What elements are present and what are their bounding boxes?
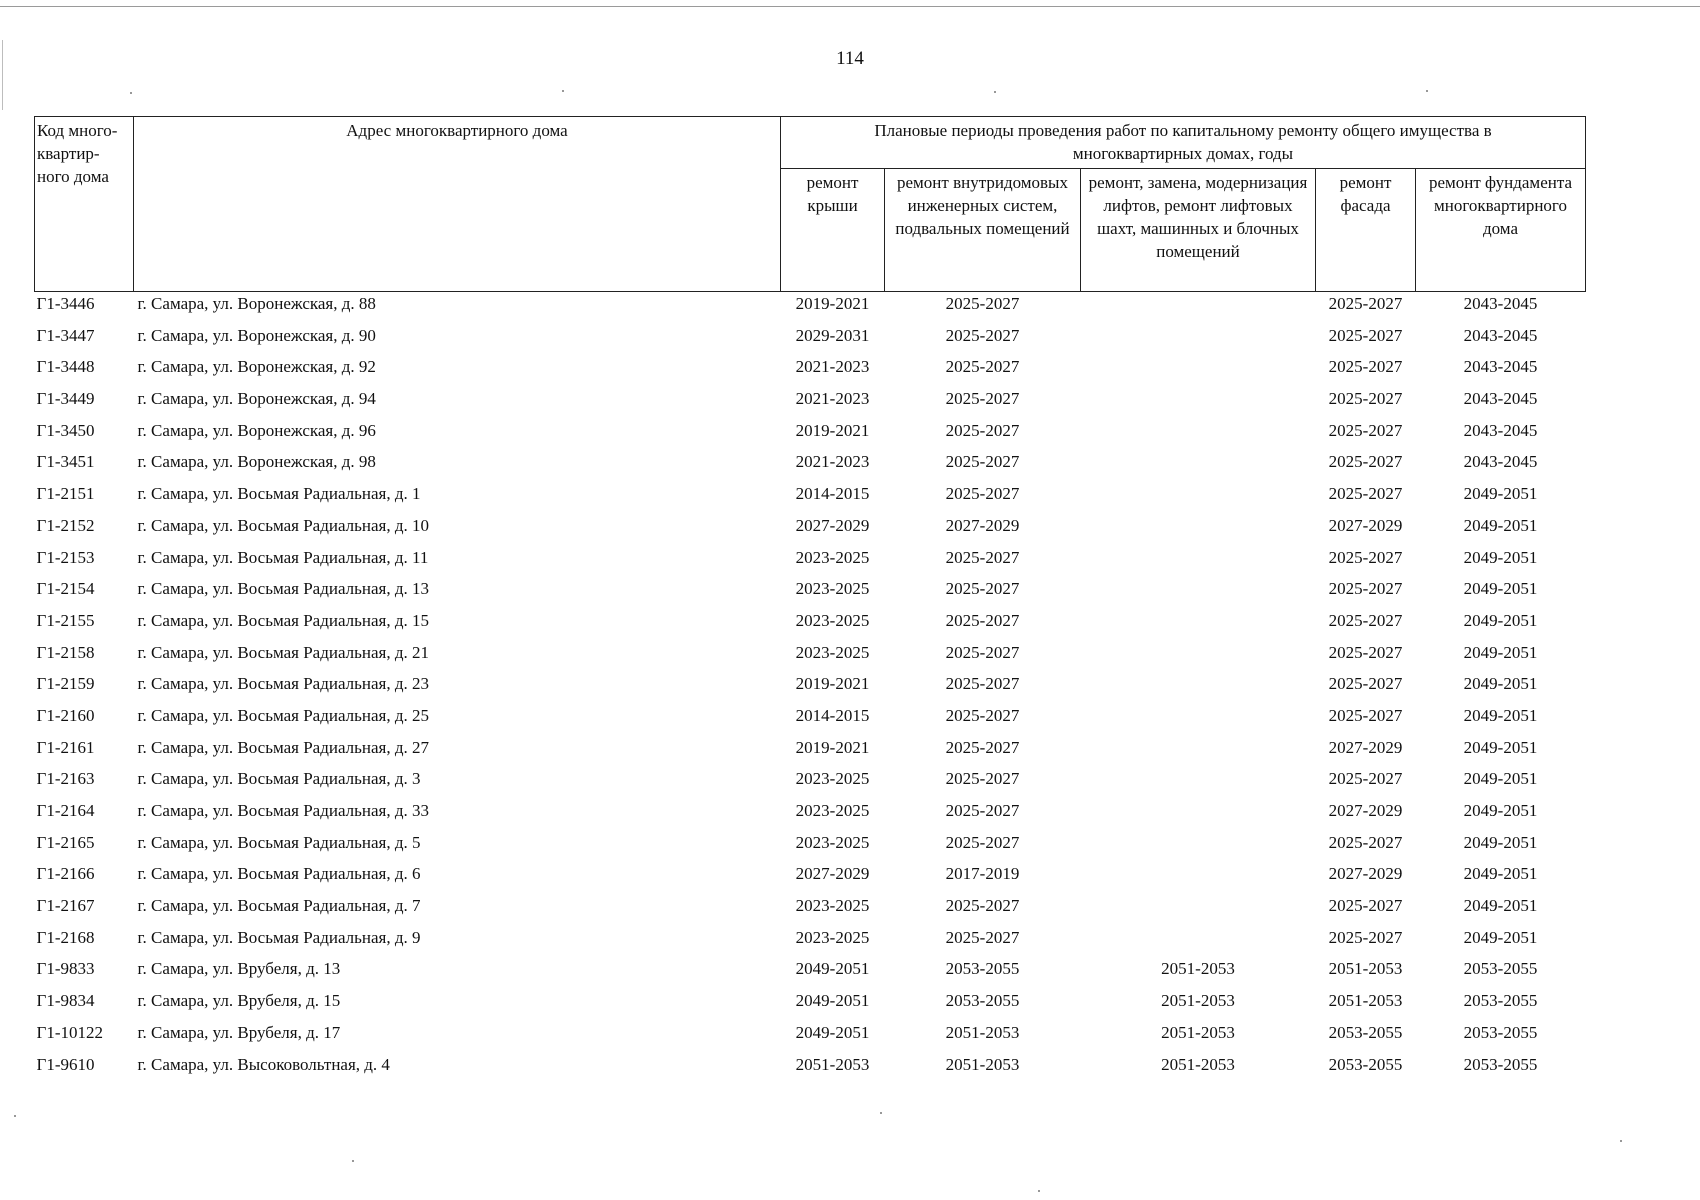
cell-address: г. Самара, ул. Воронежская, д. 88 [137,294,376,313]
cell-foundation: 2043-2045 [1463,420,1538,440]
table-row [35,989,1586,1021]
cell-roof: 2014-2015 [795,705,870,725]
cell-elevators [1081,419,1316,451]
cell-address: г. Самара, ул. Восьмая Радиальная, д. 23 [137,674,430,694]
cell-elevators [1081,736,1316,768]
header-periods-group: Плановые периоды проведения работ по капитальному ремонту общего имущества в многоквартирных домах, годы [781,117,1586,169]
cell-facade: 2053-2055 [1328,1022,1403,1042]
cell-facade: 2027-2029 [1328,801,1403,820]
cell-foundation: 2049-2051 [1463,864,1538,884]
cell-facade: 2025-2027 [1328,294,1403,313]
scan-speck [1426,90,1428,92]
cell-engineering: 2025-2027 [945,420,1020,440]
cell-roof: 2023-2025 [795,642,870,662]
table-row [35,514,1586,546]
cell-foundation: 2043-2045 [1463,452,1538,472]
cell-roof: 2049-2051 [795,1022,870,1042]
cell-elevators [1081,514,1316,546]
cell-engineering: 2025-2027 [945,547,1020,567]
cell-engineering: 2025-2027 [945,737,1020,757]
cell-address: г. Самара, ул. Врубеля, д. 17 [137,1022,341,1042]
cell-code: Г1-2155 [36,610,95,630]
table-row [35,1053,1586,1085]
table-row [35,767,1586,799]
cell-engineering: 2025-2027 [945,769,1020,789]
table-row [35,672,1586,704]
cell-address: г. Самара, ул. Высоковольтная, д. 4 [137,1054,390,1074]
cell-facade: 2025-2027 [1328,420,1403,440]
cell-address: г. Самара, ул. Восьмая Радиальная, д. 6 [137,864,421,884]
cell-code: Г1-9833 [36,959,95,979]
cell-foundation: 2053-2055 [1463,1054,1538,1074]
cell-foundation: 2049-2051 [1463,484,1538,504]
table-row [35,355,1586,387]
scan-speck [1038,1190,1040,1192]
cell-foundation: 2043-2045 [1463,357,1538,377]
cell-roof: 2027-2029 [795,515,870,535]
table-row [35,736,1586,768]
cell-roof: 2014-2015 [795,484,870,504]
cell-roof: 2021-2023 [795,452,870,472]
cell-elevators [1081,704,1316,736]
cell-engineering: 2025-2027 [945,294,1020,313]
cell-code: Г1-2163 [36,769,95,789]
cell-engineering: 2025-2027 [945,801,1020,820]
cell-engineering: 2017-2019 [945,864,1020,884]
cell-foundation: 2049-2051 [1463,515,1538,535]
cell-facade: 2025-2027 [1328,357,1403,377]
cell-code: Г1-3451 [36,452,95,472]
cell-roof: 2027-2029 [795,864,870,884]
table-row [35,926,1586,958]
cell-facade: 2025-2027 [1328,896,1403,916]
cell-elevators [1081,546,1316,578]
cell-engineering: 2053-2055 [945,959,1020,979]
table-row [35,894,1586,926]
cell-foundation: 2043-2045 [1463,325,1538,345]
cell-elevators [1081,799,1316,831]
cell-roof: 2023-2025 [795,769,870,789]
cell-address: г. Самара, ул. Восьмая Радиальная, д. 33 [137,801,430,820]
table-row [35,704,1586,736]
cell-address: г. Самара, ул. Восьмая Радиальная, д. 11 [137,547,429,567]
table-row [35,419,1586,451]
cell-code: Г1-2167 [36,896,95,916]
table-row [35,324,1586,356]
cell-facade: 2025-2027 [1328,705,1403,725]
table-body [35,292,1586,1085]
cell-engineering: 2025-2027 [945,705,1020,725]
table-row [35,831,1586,863]
cell-code: Г1-2164 [36,801,95,820]
cell-elevators [1081,324,1316,356]
cell-engineering: 2025-2027 [945,452,1020,472]
table-row [35,577,1586,609]
table-row [35,546,1586,578]
cell-foundation: 2049-2051 [1463,832,1538,852]
cell-engineering: 2025-2027 [945,927,1020,947]
cell-code: Г1-2161 [36,737,95,757]
cell-roof: 2023-2025 [795,547,870,567]
cell-code: Г1-2165 [36,832,95,852]
cell-engineering: 2025-2027 [945,325,1020,345]
cell-elevators [1081,387,1316,419]
cell-facade: 2053-2055 [1328,1054,1403,1074]
cell-address: г. Самара, ул. Врубеля, д. 13 [137,959,341,979]
cell-elevators [1081,926,1316,958]
cell-elevators [1081,641,1316,673]
header-code: Код много-квартир-ного дома [35,117,134,292]
cell-code: Г1-2154 [36,579,95,599]
cell-facade: 2025-2027 [1328,325,1403,345]
cell-engineering: 2025-2027 [945,610,1020,630]
cell-code: Г1-10122 [36,1022,103,1042]
cell-roof: 2051-2053 [795,1054,870,1074]
cell-facade: 2025-2027 [1328,547,1403,567]
repair-schedule-table [34,116,1586,1084]
cell-foundation: 2049-2051 [1463,801,1538,820]
cell-address: г. Самара, ул. Восьмая Радиальная, д. 10 [137,515,430,535]
cell-engineering: 2051-2053 [945,1022,1020,1042]
cell-address: г. Самара, ул. Восьмая Радиальная, д. 1 [137,484,421,504]
scan-speck [352,1160,354,1162]
cell-engineering: 2027-2029 [945,515,1020,535]
header-foundation: ремонт фундамента многоквартирного дома [1416,169,1586,292]
cell-code: Г1-3450 [36,420,95,440]
scan-speck [994,91,996,93]
table-row [35,292,1586,324]
cell-engineering: 2053-2055 [945,991,1020,1011]
cell-foundation: 2049-2051 [1463,547,1538,567]
cell-facade: 2051-2053 [1328,959,1403,979]
cell-address: г. Самара, ул. Восьмая Радиальная, д. 5 [137,832,421,852]
cell-code: Г1-3447 [36,325,95,345]
cell-code: Г1-2166 [36,864,95,884]
cell-engineering: 2025-2027 [945,579,1020,599]
cell-foundation: 2049-2051 [1463,737,1538,757]
cell-code: Г1-9610 [36,1054,95,1074]
cell-engineering: 2025-2027 [945,642,1020,662]
cell-foundation: 2049-2051 [1463,896,1538,916]
cell-engineering: 2025-2027 [945,674,1020,694]
cell-elevators [1081,672,1316,704]
cell-roof: 2019-2021 [795,294,870,313]
cell-roof: 2023-2025 [795,801,870,820]
cell-engineering: 2025-2027 [945,389,1020,409]
cell-roof: 2019-2021 [795,674,870,694]
cell-code: Г1-2159 [36,674,95,694]
cell-engineering: 2051-2053 [945,1054,1020,1074]
cell-address: г. Самара, ул. Восьмая Радиальная, д. 7 [137,896,421,916]
cell-foundation: 2053-2055 [1463,959,1538,979]
cell-code: Г1-2152 [36,515,95,535]
cell-code: Г1-9834 [36,991,95,1011]
cell-address: г. Самара, ул. Восьмая Радиальная, д. 21 [137,642,430,662]
table-row [35,387,1586,419]
table-row [35,957,1586,989]
cell-elevators [1081,609,1316,641]
cell-foundation: 2049-2051 [1463,705,1538,725]
cell-foundation: 2049-2051 [1463,642,1538,662]
scan-speck [14,1115,16,1117]
cell-facade: 2027-2029 [1328,515,1403,535]
cell-facade: 2025-2027 [1328,674,1403,694]
cell-facade: 2025-2027 [1328,769,1403,789]
scan-speck [562,90,564,92]
cell-code: Г1-3446 [36,294,95,313]
cell-roof: 2023-2025 [795,927,870,947]
cell-facade: 2025-2027 [1328,927,1403,947]
cell-foundation: 2043-2045 [1463,389,1538,409]
cell-elevators: 2051-2053 [1161,959,1235,979]
cell-roof: 2049-2051 [795,959,870,979]
cell-foundation: 2049-2051 [1463,579,1538,599]
header-address: Адрес многоквартирного дома [134,117,781,292]
cell-foundation: 2049-2051 [1463,927,1538,947]
cell-elevators [1081,894,1316,926]
table-row [35,609,1586,641]
cell-elevators [1081,862,1316,894]
cell-address: г. Самара, ул. Восьмая Радиальная, д. 13 [137,579,430,599]
cell-code: Г1-2151 [36,484,95,504]
cell-roof: 2029-2031 [795,325,870,345]
cell-engineering: 2025-2027 [945,896,1020,916]
cell-address: г. Самара, ул. Восьмая Радиальная, д. 3 [137,769,421,789]
cell-roof: 2019-2021 [795,737,870,757]
cell-address: г. Самара, ул. Воронежская, д. 92 [137,357,376,377]
cell-elevators [1081,482,1316,514]
cell-foundation: 2049-2051 [1463,674,1538,694]
cell-address: г. Самара, ул. Восьмая Радиальная, д. 9 [137,927,421,947]
cell-elevators: 2051-2053 [1161,1054,1235,1074]
cell-roof: 2023-2025 [795,896,870,916]
cell-elevators [1081,831,1316,863]
cell-address: г. Самара, ул. Воронежская, д. 94 [137,389,376,409]
scan-speck [130,92,132,94]
cell-address: г. Самара, ул. Воронежская, д. 96 [137,420,376,440]
cell-foundation: 2053-2055 [1463,1022,1538,1042]
cell-code: Г1-2160 [36,705,95,725]
cell-elevators: 2051-2053 [1161,1022,1235,1042]
table-row [35,482,1586,514]
table-row [35,1021,1586,1053]
cell-facade: 2051-2053 [1328,991,1403,1011]
cell-address: г. Самара, ул. Воронежская, д. 98 [137,452,376,472]
cell-code: Г1-3449 [36,389,95,409]
cell-facade: 2025-2027 [1328,642,1403,662]
cell-facade: 2025-2027 [1328,484,1403,504]
cell-address: г. Самара, ул. Восьмая Радиальная, д. 25 [137,705,430,725]
cell-code: Г1-3448 [36,357,95,377]
cell-facade: 2025-2027 [1328,610,1403,630]
header-engineering: ремонт внутридомовых инженерных систем, подвальных помещений [885,169,1081,292]
header-facade: ремонт фасада [1316,169,1416,292]
cell-address: г. Самара, ул. Восьмая Радиальная, д. 27 [137,737,430,757]
cell-elevators [1081,767,1316,799]
cell-address: г. Самара, ул. Воронежская, д. 90 [137,325,376,345]
cell-facade: 2025-2027 [1328,832,1403,852]
cell-facade: 2027-2029 [1328,864,1403,884]
cell-elevators [1081,450,1316,482]
cell-address: г. Самара, ул. Восьмая Радиальная, д. 15 [137,610,430,630]
cell-roof: 2019-2021 [795,420,870,440]
cell-engineering: 2025-2027 [945,832,1020,852]
cell-facade: 2025-2027 [1328,389,1403,409]
cell-code: Г1-2168 [36,927,95,947]
cell-facade: 2025-2027 [1328,452,1403,472]
cell-roof: 2021-2023 [795,389,870,409]
table-row [35,799,1586,831]
cell-elevators: 2051-2053 [1161,991,1235,1011]
cell-foundation: 2049-2051 [1463,610,1538,630]
scan-speck [880,1112,882,1114]
scan-edge-top [0,6,1700,7]
cell-foundation: 2043-2045 [1463,294,1538,313]
cell-roof: 2021-2023 [795,357,870,377]
cell-foundation: 2053-2055 [1463,991,1538,1011]
header-elevators: ремонт, замена, модернизация лифтов, ремонт лифтовых шахт, машинных и блочных помещений [1081,169,1316,292]
table-row [35,862,1586,894]
cell-roof: 2023-2025 [795,610,870,630]
cell-elevators [1081,355,1316,387]
cell-elevators [1081,292,1316,324]
cell-address: г. Самара, ул. Врубеля, д. 15 [137,991,341,1011]
cell-roof: 2023-2025 [795,832,870,852]
cell-code: Г1-2153 [36,547,95,567]
cell-roof: 2023-2025 [795,579,870,599]
cell-engineering: 2025-2027 [945,484,1020,504]
cell-facade: 2027-2029 [1328,737,1403,757]
table-row [35,641,1586,673]
cell-roof: 2049-2051 [795,991,870,1011]
page-number: 114 [836,48,864,69]
header-roof: ремонт крыши [781,169,885,292]
scan-speck [1620,1140,1622,1142]
table-row [35,450,1586,482]
cell-elevators [1081,577,1316,609]
cell-facade: 2025-2027 [1328,579,1403,599]
cell-engineering: 2025-2027 [945,357,1020,377]
cell-foundation: 2049-2051 [1463,769,1538,789]
cell-code: Г1-2158 [36,642,95,662]
